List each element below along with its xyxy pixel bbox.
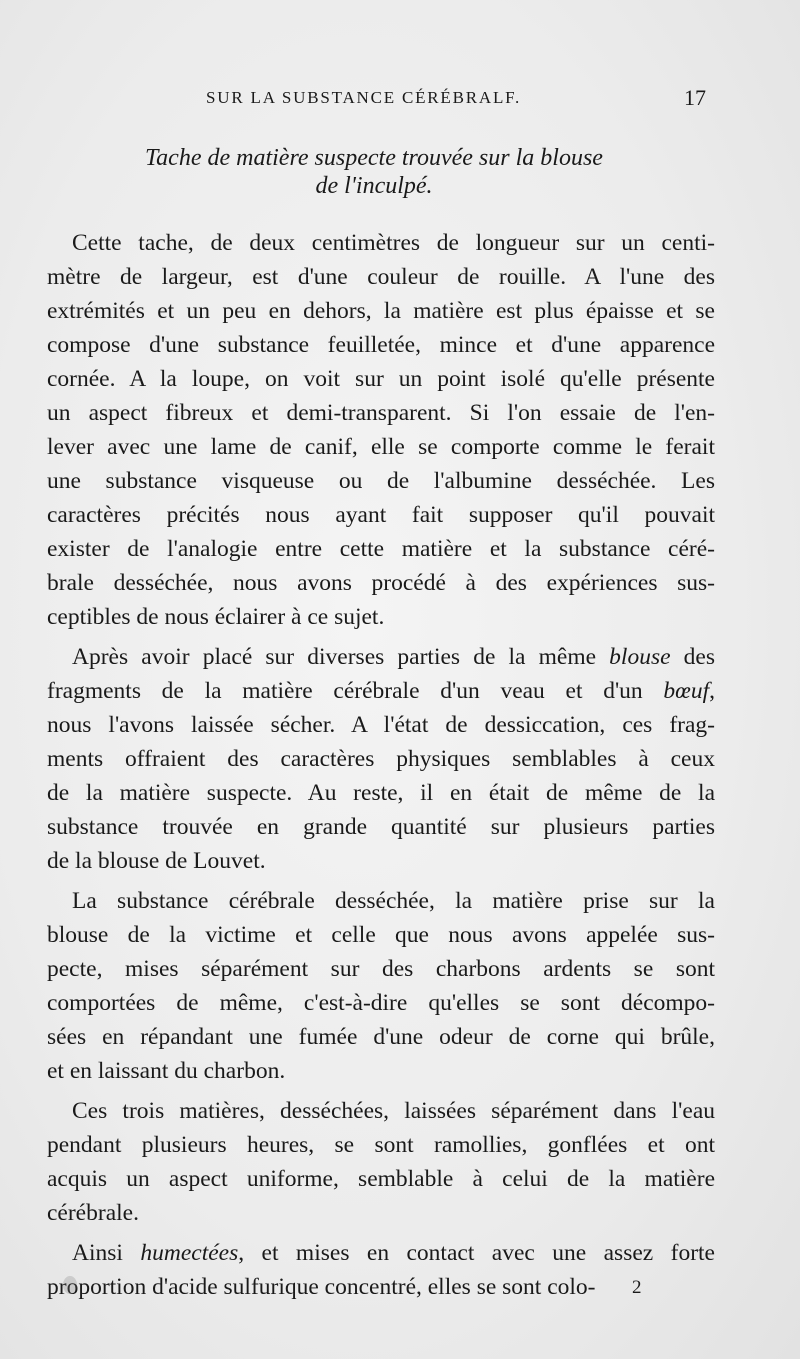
text-line: sées en répandant une fumée d'une odeur de corne qui brûle, xyxy=(47,1024,715,1050)
text-line: compose d'une substance feuilletée, mince et d'une apparence xyxy=(47,332,715,358)
text-line: fragments de la matière cérébrale d'un veau et d'un bœuf, xyxy=(47,678,715,704)
text-line: blouse de la victime et celle que nous avons appelée sus- xyxy=(47,922,715,948)
text-line: de la matière suspecte. Au reste, il en était de même de la xyxy=(47,780,715,806)
text-line: nous l'avons laissée sécher. A l'état de dessiccation, ces frag- xyxy=(47,712,715,738)
paragraph xyxy=(47,1236,715,1304)
section-title xyxy=(100,144,648,200)
signature-mark: 2 xyxy=(632,1277,642,1298)
paragraph xyxy=(47,884,715,1088)
paragraph xyxy=(47,226,715,634)
text-line: Ainsi humectées, et mises en contact avec une assez forte xyxy=(72,1240,715,1266)
running-head: SUR LA SUBSTANCE CÉRÉBRALF. xyxy=(206,88,522,107)
text-line: lever avec une lame de canif, elle se comporte comme le ferait xyxy=(47,434,715,460)
text-line: ments offraient des caractères physiques semblables à ceux xyxy=(47,746,715,772)
text-line: pecte, mises séparément sur des charbons ardents se sont xyxy=(47,956,715,982)
text-line: exister de l'analogie entre cette matière et la substance céré- xyxy=(47,536,715,562)
text-line: et en laissant du charbon. xyxy=(47,1058,286,1084)
text-line: proportion d'acide sulfurique concentré, elles se sont colo- xyxy=(47,1274,596,1300)
text-line: Après avoir placé sur diverses parties de la même blouse des xyxy=(72,644,715,670)
text-line: Cette tache, de deux centimètres de longueur sur un centi- xyxy=(72,230,715,256)
section-title-line-1: Tache de matière suspecte trouvée sur la blouse xyxy=(145,145,603,171)
text-line: une substance visqueuse ou de l'albumine desséchée. Les xyxy=(47,468,715,494)
text-line: La substance cérébrale desséchée, la matière prise sur la xyxy=(72,888,715,914)
text-line: ceptibles de nous éclairer à ce sujet. xyxy=(47,604,385,630)
section-title-line-2: de l'inculpé. xyxy=(315,173,433,199)
text-line: extrémités et un peu en dehors, la matière est plus épaisse et se xyxy=(47,298,715,324)
text-line: acquis un aspect uniforme, semblable à celui de la matière xyxy=(47,1166,715,1192)
text-line: cornée. A la loupe, on voit sur un point isolé qu'elle présente xyxy=(47,366,715,392)
text-line: de la blouse de Louvet. xyxy=(47,848,266,874)
text-line: un aspect fibreux et demi-transparent. Si l'on essaie de l'en- xyxy=(47,400,715,426)
text-line: caractères précités nous ayant fait supposer qu'il pouvait xyxy=(47,502,715,528)
text-line: cérébrale. xyxy=(47,1200,139,1226)
page-number: 17 xyxy=(684,85,706,110)
text-line: brale desséchée, nous avons procédé à des expériences sus- xyxy=(47,570,715,596)
text-line: comportées de même, c'est-à-dire qu'elles se sont décompo- xyxy=(47,990,715,1016)
text-line: pendant plusieurs heures, se sont ramollies, gonflées et ont xyxy=(47,1132,715,1158)
text-line: mètre de largeur, est d'une couleur de rouille. A l'une des xyxy=(47,264,715,290)
text-line: Ces trois matières, desséchées, laissées séparément dans l'eau xyxy=(72,1098,715,1124)
paragraph xyxy=(47,1094,715,1230)
text-line: substance trouvée en grande quantité sur plusieurs parties xyxy=(47,814,715,840)
body-text xyxy=(47,226,715,1310)
paragraph xyxy=(47,640,715,878)
ink-spot xyxy=(63,1276,77,1294)
page-header xyxy=(0,84,800,114)
